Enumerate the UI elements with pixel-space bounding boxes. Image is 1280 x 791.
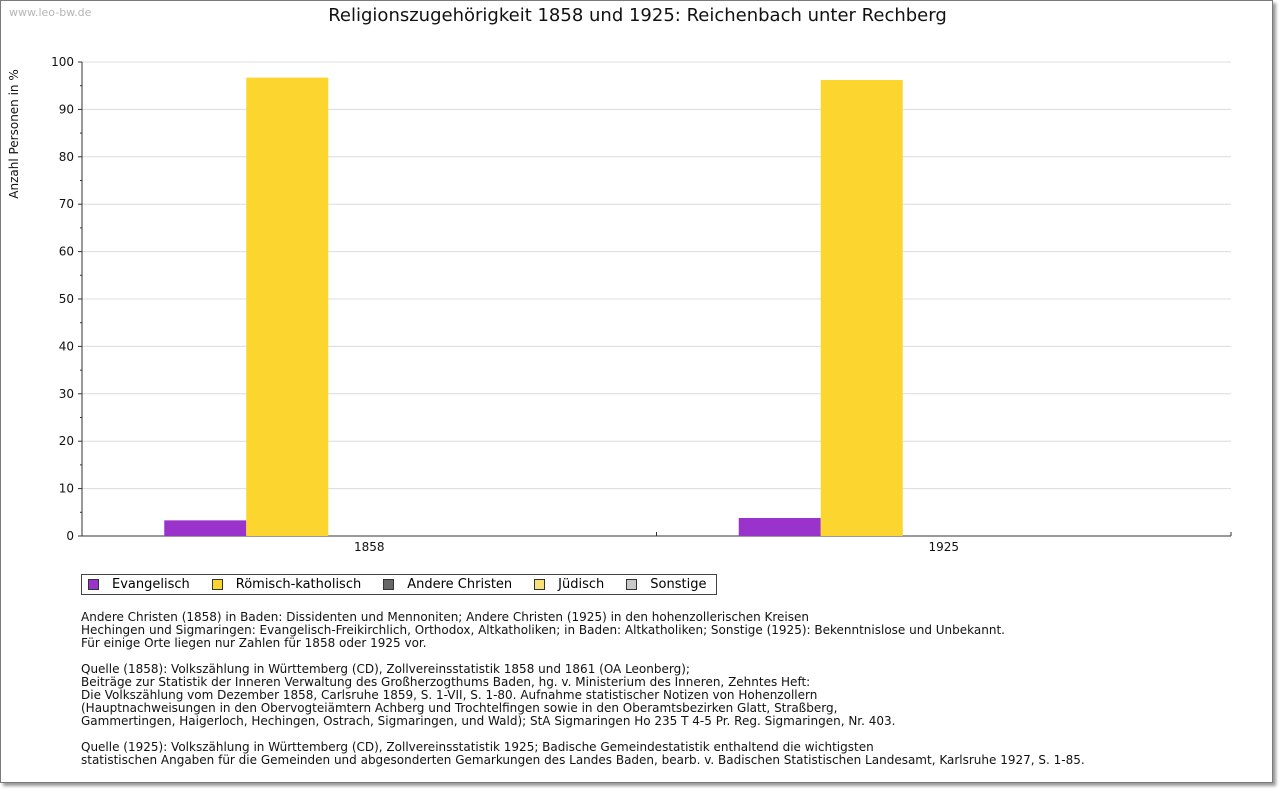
x-tick-label: 1858 — [353, 540, 385, 554]
legend-label: Andere Christen — [407, 577, 513, 592]
note-line: Für einige Orte liegen nur Zahlen für 1858 oder 1925 vor. — [81, 636, 427, 650]
watermark: www.leo-bw.de — [9, 6, 92, 19]
bar-r-misch-katholisch-1858 — [246, 78, 328, 536]
note-line: Beiträge zur Statistik der Inneren Verwaltung des Großherzogthums Baden, hg. v. Ministerium des Inneren, Zehntes Heft: — [81, 675, 811, 689]
bar-chart — [1, 1, 1274, 571]
note-line: Quelle (1925): Volkszählung in Württemberg (CD), Zollvereinsstatistik 1925; Badische Gemeindestatistik enthaltend die wichtigsten — [81, 740, 874, 754]
notes-block-source-1925 — [81, 741, 1251, 767]
y-tick-label: 20 — [58, 434, 74, 449]
note-line: Gammertingen, Haigerloch, Hechingen, Ostrach, Sigmaringen, und Wald); StA Sigmaringen Ho 235 T 4-5 Pr. Reg. Sigmaringen, Nr. 403. — [81, 714, 896, 728]
chart-notes — [81, 611, 1251, 780]
y-tick-label: 100 — [51, 55, 74, 69]
y-tick-label: 60 — [58, 244, 74, 259]
bar-evangelisch-1925 — [739, 518, 821, 536]
bar-evangelisch-1858 — [164, 520, 246, 536]
legend-swatch — [626, 579, 637, 590]
y-tick-label: 50 — [58, 292, 74, 306]
y-tick-label: 30 — [58, 386, 74, 401]
legend-label: Jüdisch — [558, 577, 605, 592]
note-line: Die Volkszählung vom Dezember 1858, Carlsruhe 1859, S. 1-VII, S. 1-80. Aufnahme statistischer Notizen von Hohenzollern — [81, 688, 818, 702]
legend — [81, 574, 717, 595]
legend-label: Evangelisch — [112, 577, 190, 592]
note-line: Hechingen und Sigmaringen: Evangelisch-Freikirchlich, Orthodox, Altkatholiken; in Baden: Altkatholiken; Sonstige (1925): Bekenntnislose und Unbekannt. — [81, 623, 1005, 637]
note-line: statistischen Angaben für die Gemeinden und abgesonderten Gemarkungen des Landes Baden, bearb. v. Badischen Statistischen Landesamt, Karlsruhe 1927, S. 1-85. — [81, 753, 1085, 767]
legend-label: Römisch-katholisch — [235, 577, 362, 592]
legend-swatch — [88, 579, 99, 590]
legend-item-andere-christen — [383, 577, 512, 592]
legend-swatch — [534, 579, 545, 590]
chart-title: Religionszugehörigkeit 1858 und 1925: Reichenbach unter Rechberg — [328, 5, 947, 26]
note-line: Quelle (1858): Volkszählung in Württemberg (CD), Zollvereinsstatistik 1858 und 1861 (OA Leonberg); — [81, 662, 690, 676]
notes-block-source-1858 — [81, 663, 1251, 728]
y-tick-label: 90 — [58, 102, 74, 117]
note-line: Andere Christen (1858) in Baden: Dissidenten und Mennoniten; Andere Christen (1925) in den hohenzollerischen Kreisen — [81, 610, 809, 624]
notes-block-definitions — [81, 611, 1251, 650]
bar-r-misch-katholisch-1925 — [821, 80, 903, 536]
legend-item-roemisch-katholisch — [212, 577, 361, 592]
legend-label: Sonstige — [650, 577, 707, 592]
y-tick-label: 10 — [58, 481, 74, 496]
legend-item-sonstige — [626, 577, 706, 592]
y-tick-label: 70 — [58, 197, 74, 212]
legend-item-evangelisch — [88, 577, 190, 592]
y-tick-label: 40 — [58, 339, 74, 354]
x-tick-label: 1925 — [928, 540, 960, 554]
legend-item-juedisch — [534, 577, 604, 592]
y-tick-label: 0 — [66, 529, 74, 543]
legend-swatch — [383, 579, 394, 590]
y-tick-label: 80 — [58, 149, 74, 164]
y-axis-label: Anzahl Personen in % — [7, 69, 21, 199]
legend-swatch — [212, 579, 223, 590]
note-line: (Hauptnachweisungen in den Obervogteiämtern Achberg und Trochtelfingen sowie in den Oberamtsbezirken Glatt, Straßberg, — [81, 701, 838, 715]
